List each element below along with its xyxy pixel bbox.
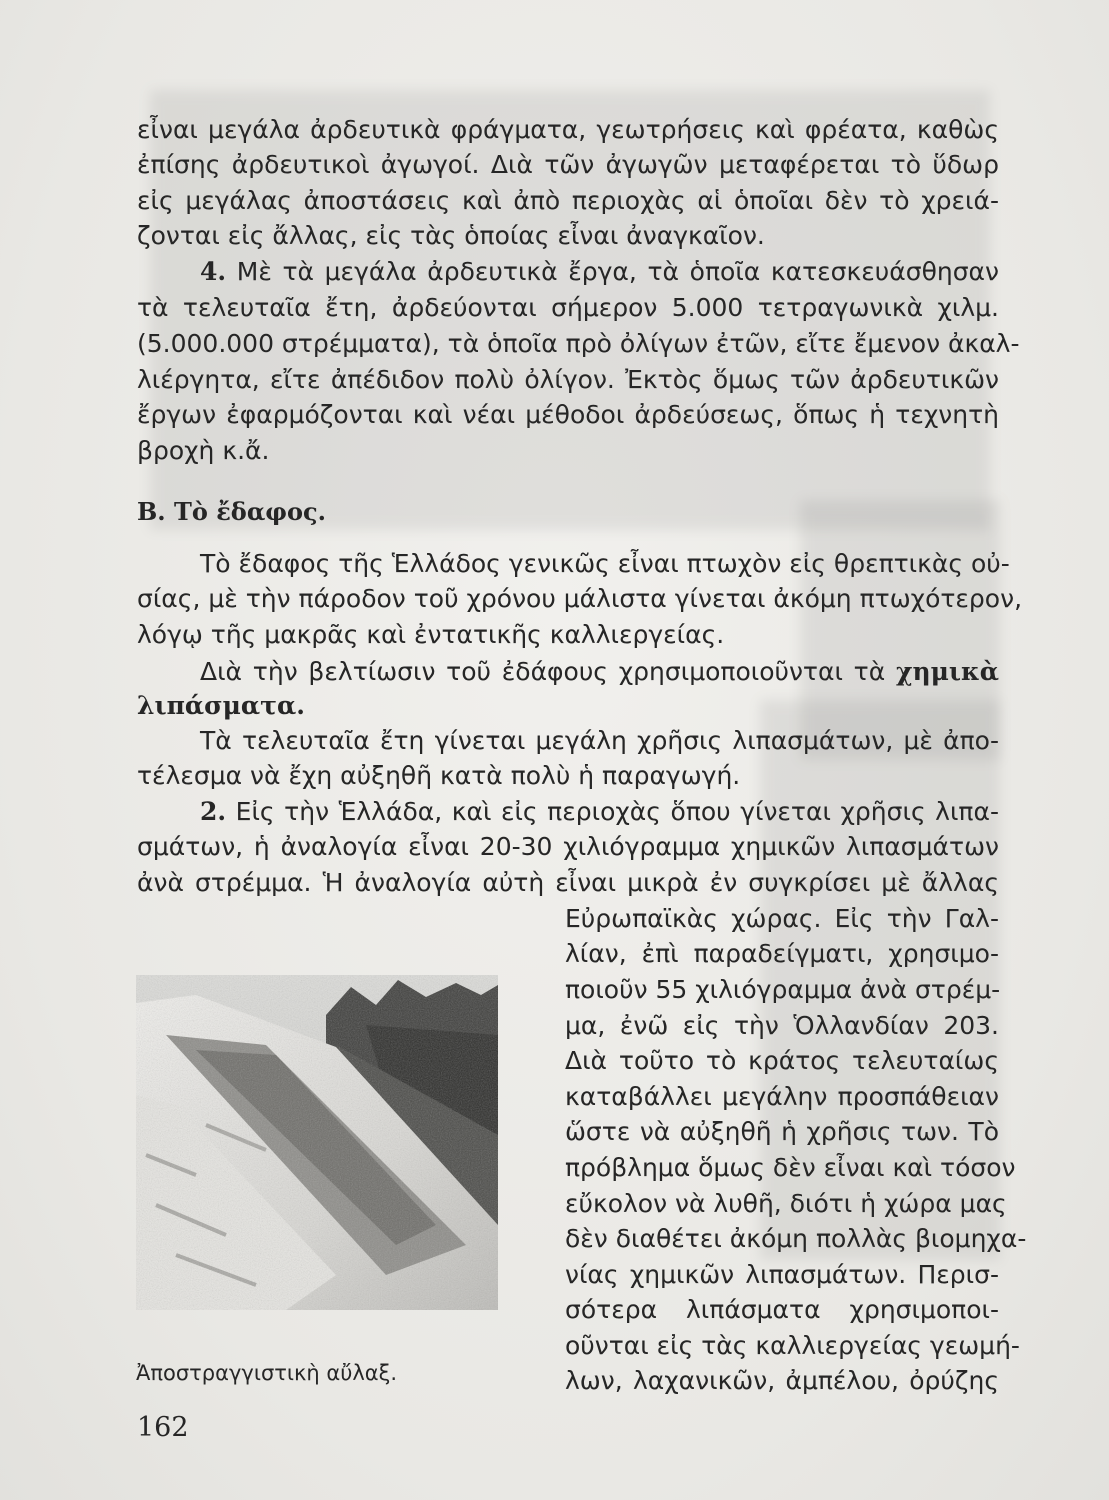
text-line [200,654,999,690]
text-line: εἶναι μεγάλα ἀρδευτικὰ φράγματα, γεωτρήσεις καὶ φρέατα, καθὼς [137,115,999,144]
text-line: εὔκολον νὰ λυθῆ, διότι ἡ χώρα μας [565,1189,1007,1218]
text-line: σότερα λιπάσματα χρησιμοποι- [565,1295,999,1324]
text-line: πρόβλημα ὅμως δὲν εἶναι καὶ τόσον [565,1153,1016,1182]
emphasis-term: χημικὰ [896,657,999,686]
text-line: ἔργων ἐφαρμόζονται καὶ νέαι μέθοδοι ἀρδεύσεως, ὅπως ἡ τεχνητὴ [137,400,999,429]
text-span: Διὰ τὴν βελτίωσιν τοῦ ἐδάφους χρησιμοποιοῦνται τὰ [200,657,886,686]
text-line: Τὸ ἔδαφος τῆς Ἑλλάδος γενικῶς εἶναι πτωχὸν εἰς θρεπτικὰς οὐ- [200,549,1010,578]
text-line: καταβάλλει μεγάλην προσπάθειαν [565,1082,999,1111]
section-heading: Β. Τὸ ἔδαφος. [137,497,326,526]
numbered-line [200,254,999,290]
text-line: ζονται εἰς ἄλλας, εἰς τὰς ὁποίας εἶναι ἀναγκαῖον. [137,221,765,250]
drainage-ditch-photo [136,975,498,1310]
text-line: (5.000.000 στρέμματα), τὰ ὁποῖα πρὸ ὀλίγων ἐτῶν, εἴτε ἔμενον ἀκαλ- [137,329,1020,358]
page-number: 162 [137,1412,189,1443]
photo-caption: Ἀποστραγγιστικὴ αὔλαξ. [136,1361,398,1385]
text-line: ὥστε νὰ αὐξηθῆ ἡ χρῆσις των. Τὸ [565,1117,999,1146]
text-line: τὰ τελευταῖα ἔτη, ἀρδεύονται σήμερον 5.000 τετραγωνικὰ χιλμ. [137,293,999,322]
text-line: σίας, μὲ τὴν πάροδον τοῦ χρόνου μάλιστα γίνεται ἀκόμη πτωχότερον, [137,584,1023,613]
text-line: τέλεσμα νὰ ἔχη αὐξηθῆ κατὰ πολὺ ἡ παραγωγή. [137,761,741,790]
text-line: ἀνὰ στρέμμα. Ἡ ἀναλογία αὐτὴ εἶναι μικρὰ ἐν συγκρίσει μὲ ἄλλας [137,868,999,897]
text-line: βροχὴ κ.ἄ. [137,436,270,465]
text-line: σμάτων, ἡ ἀναλογία εἶναι 20-30 χιλιόγραμμα χημικῶν λιπασμάτων [137,832,999,861]
numbered-line [200,794,999,830]
text-line: λιέργητα, εἴτε ἀπέδιδον πολὺ ὀλίγον. Ἐκτὸς ὅμως τῶν ἀρδευτικῶν [137,365,999,394]
emphasis-term: λιπάσματα. [137,691,305,720]
text-line: μα, ἐνῶ εἰς τὴν Ὁλλανδίαν 203. [565,1011,999,1040]
paragraph-number: 4. [200,257,227,286]
text-line: Τὰ τελευταῖα ἔτη γίνεται μεγάλη χρῆσις λιπασμάτων, μὲ ἀπο- [200,726,999,755]
text-line: ἐπίσης ἀρδευτικοὶ ἀγωγοί. Διὰ τῶν ἀγωγῶν μεταφέρεται τὸ ὕδωρ [137,150,999,179]
text-line: νίας χημικῶν λιπασμάτων. Περισ- [565,1260,999,1289]
text-line: λίαν, ἐπὶ παραδείγματι, χρησιμο- [565,939,999,968]
text-line: ποιοῦν 55 χιλιόγραμμα ἀνὰ στρέμ- [565,975,1001,1004]
text-line: Διὰ τοῦτο τὸ κράτος τελευταίως [565,1046,999,1075]
text-line: λόγῳ τῆς μακρᾶς καὶ ἐντατικῆς καλλιεργείας. [137,620,725,649]
paragraph-number: 2. [200,797,227,826]
text-line: λων, λαχανικῶν, ἀμπέλου, ὀρύζης [565,1366,999,1395]
text-span: Εἰς τὴν Ἑλλάδα, καὶ εἰς περιοχὰς ὅπου γίνεται χρῆσις λιπα- [226,797,999,826]
text-line: εἰς μεγάλας ἀποστάσεις καὶ ἀπὸ περιοχὰς αἱ ὁποῖαι δὲν τὸ χρειά- [137,186,999,215]
text-span: Μὲ τὰ μεγάλα ἀρδευτικὰ ἔργα, τὰ ὁποῖα κατεσκευάσθησαν [226,257,999,286]
text-line: οῦνται εἰς τὰς καλλιεργείας γεωμή- [565,1331,1020,1360]
text-line: Εὐρωπαϊκὰς χώρας. Εἰς τὴν Γαλ- [565,904,999,933]
text-line: δὲν διαθέτει ἀκόμη πολλὰς βιομηχα- [565,1224,1027,1253]
